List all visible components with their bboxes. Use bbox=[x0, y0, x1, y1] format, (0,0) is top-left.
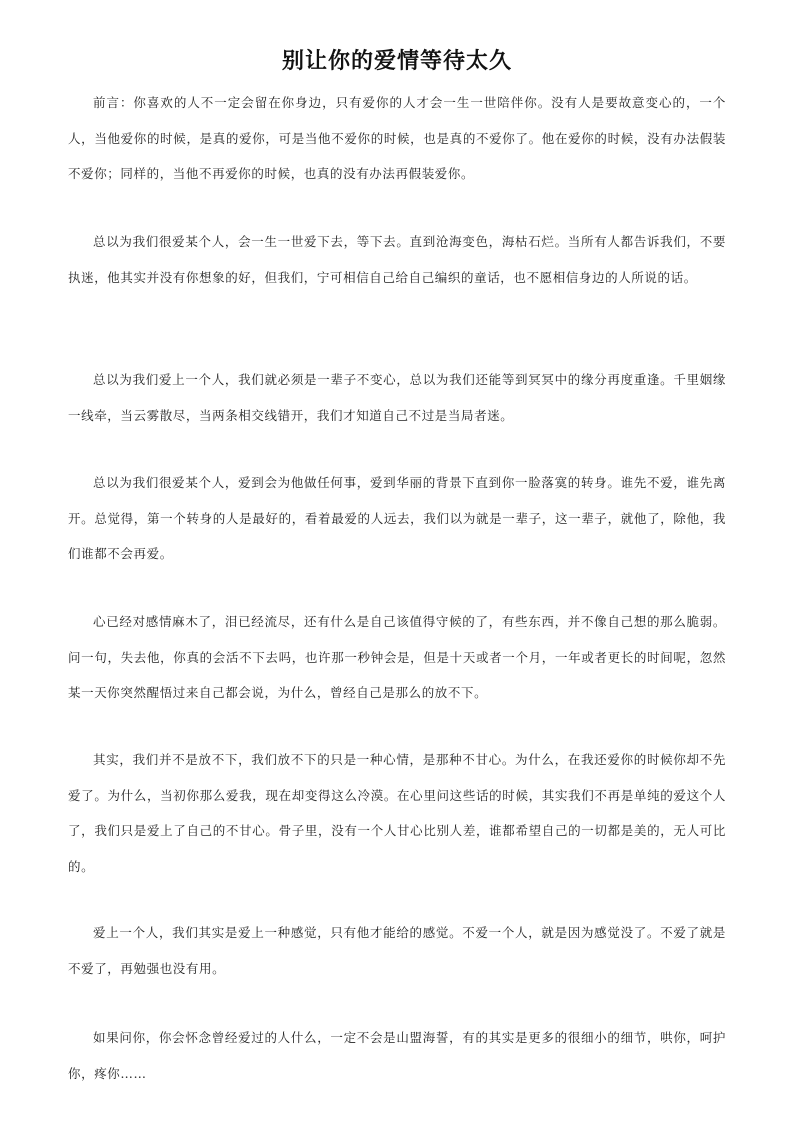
paragraph: 如果问你，你会怀念曾经爱过的人什么，一定不会是山盟海誓，有的其实是更多的很细小的细节，哄你，呵护你，疼你…… bbox=[68, 1030, 726, 1081]
paragraph: 爱上一个人，我们其实是爱上一种感觉，只有他才能给的感觉。不爱一个人，就是因为感觉没了。不爱了就是不爱了，再勉强也没有用。 bbox=[68, 925, 726, 976]
paragraph: 心已经对感情麻木了，泪已经流尽，还有什么是自己该值得守候的了，有些东西，并不像自己想的那么脆弱。问一句，失去他，你真的会活不下去吗，也许那一秒钟会是，但是十天或者一个月，一年或者更长的时间呢，忽然某一天你突然醒悟过来自己都会说，为什么，曾经自己是那么的放不下。 bbox=[68, 614, 726, 700]
paragraph: 总以为我们爱上一个人，我们就必须是一辈子不变心，总以为我们还能等到冥冥中的缘分再度重逢。千里姻缘一线牵，当云雾散尽，当两条相交线错开，我们才知道自己不过是当局者迷。 bbox=[68, 372, 726, 423]
paragraph: 总以为我们很爱某个人，会一生一世爱下去，等下去。直到沧海变色，海枯石烂。当所有人都告诉我们，不要执迷，他其实并没有你想象的好，但我们，宁可相信自己给自己编织的童话，也不愿相信身边的人所说的话。 bbox=[68, 234, 726, 285]
paragraph-preface: 前言：你喜欢的人不一定会留在你身边，只有爱你的人才会一生一世陪伴你。没有人是要故意变心的，一个人，当他爱你的时候，是真的爱你，可是当他不爱你的时候，也是真的不爱你了。他在爱你的时候，没有办法假装不爱你；同样的，当他不再爱你的时候，也真的没有办法再假装爱你。 bbox=[68, 95, 726, 181]
paragraph: 其实，我们并不是放不下，我们放不下的只是一种心情，是那种不甘心。为什么，在我还爱你的时候你却不先爱了。为什么，当初你那么爱我，现在却变得这么冷漠。在心里问这些话的时候，其实我们不再是单纯的爱这个人了，我们只是爱上了自己的不甘心。骨子里，没有一个人甘心比别人差，谁都希望自己的一切都是美的，无人可比的。 bbox=[68, 752, 726, 874]
document-title: 别让你的爱情等待太久 bbox=[281, 48, 512, 74]
paragraph: 总以为我们很爱某个人，爱到会为他做任何事，爱到华丽的背景下直到你一脸落寞的转身。谁先不爱，谁先离开。总觉得，第一个转身的人是最好的，看着最爱的人远去，我们以为就是一辈子，这一辈子，就他了，除他，我们谁都不会再爱。 bbox=[68, 475, 726, 561]
